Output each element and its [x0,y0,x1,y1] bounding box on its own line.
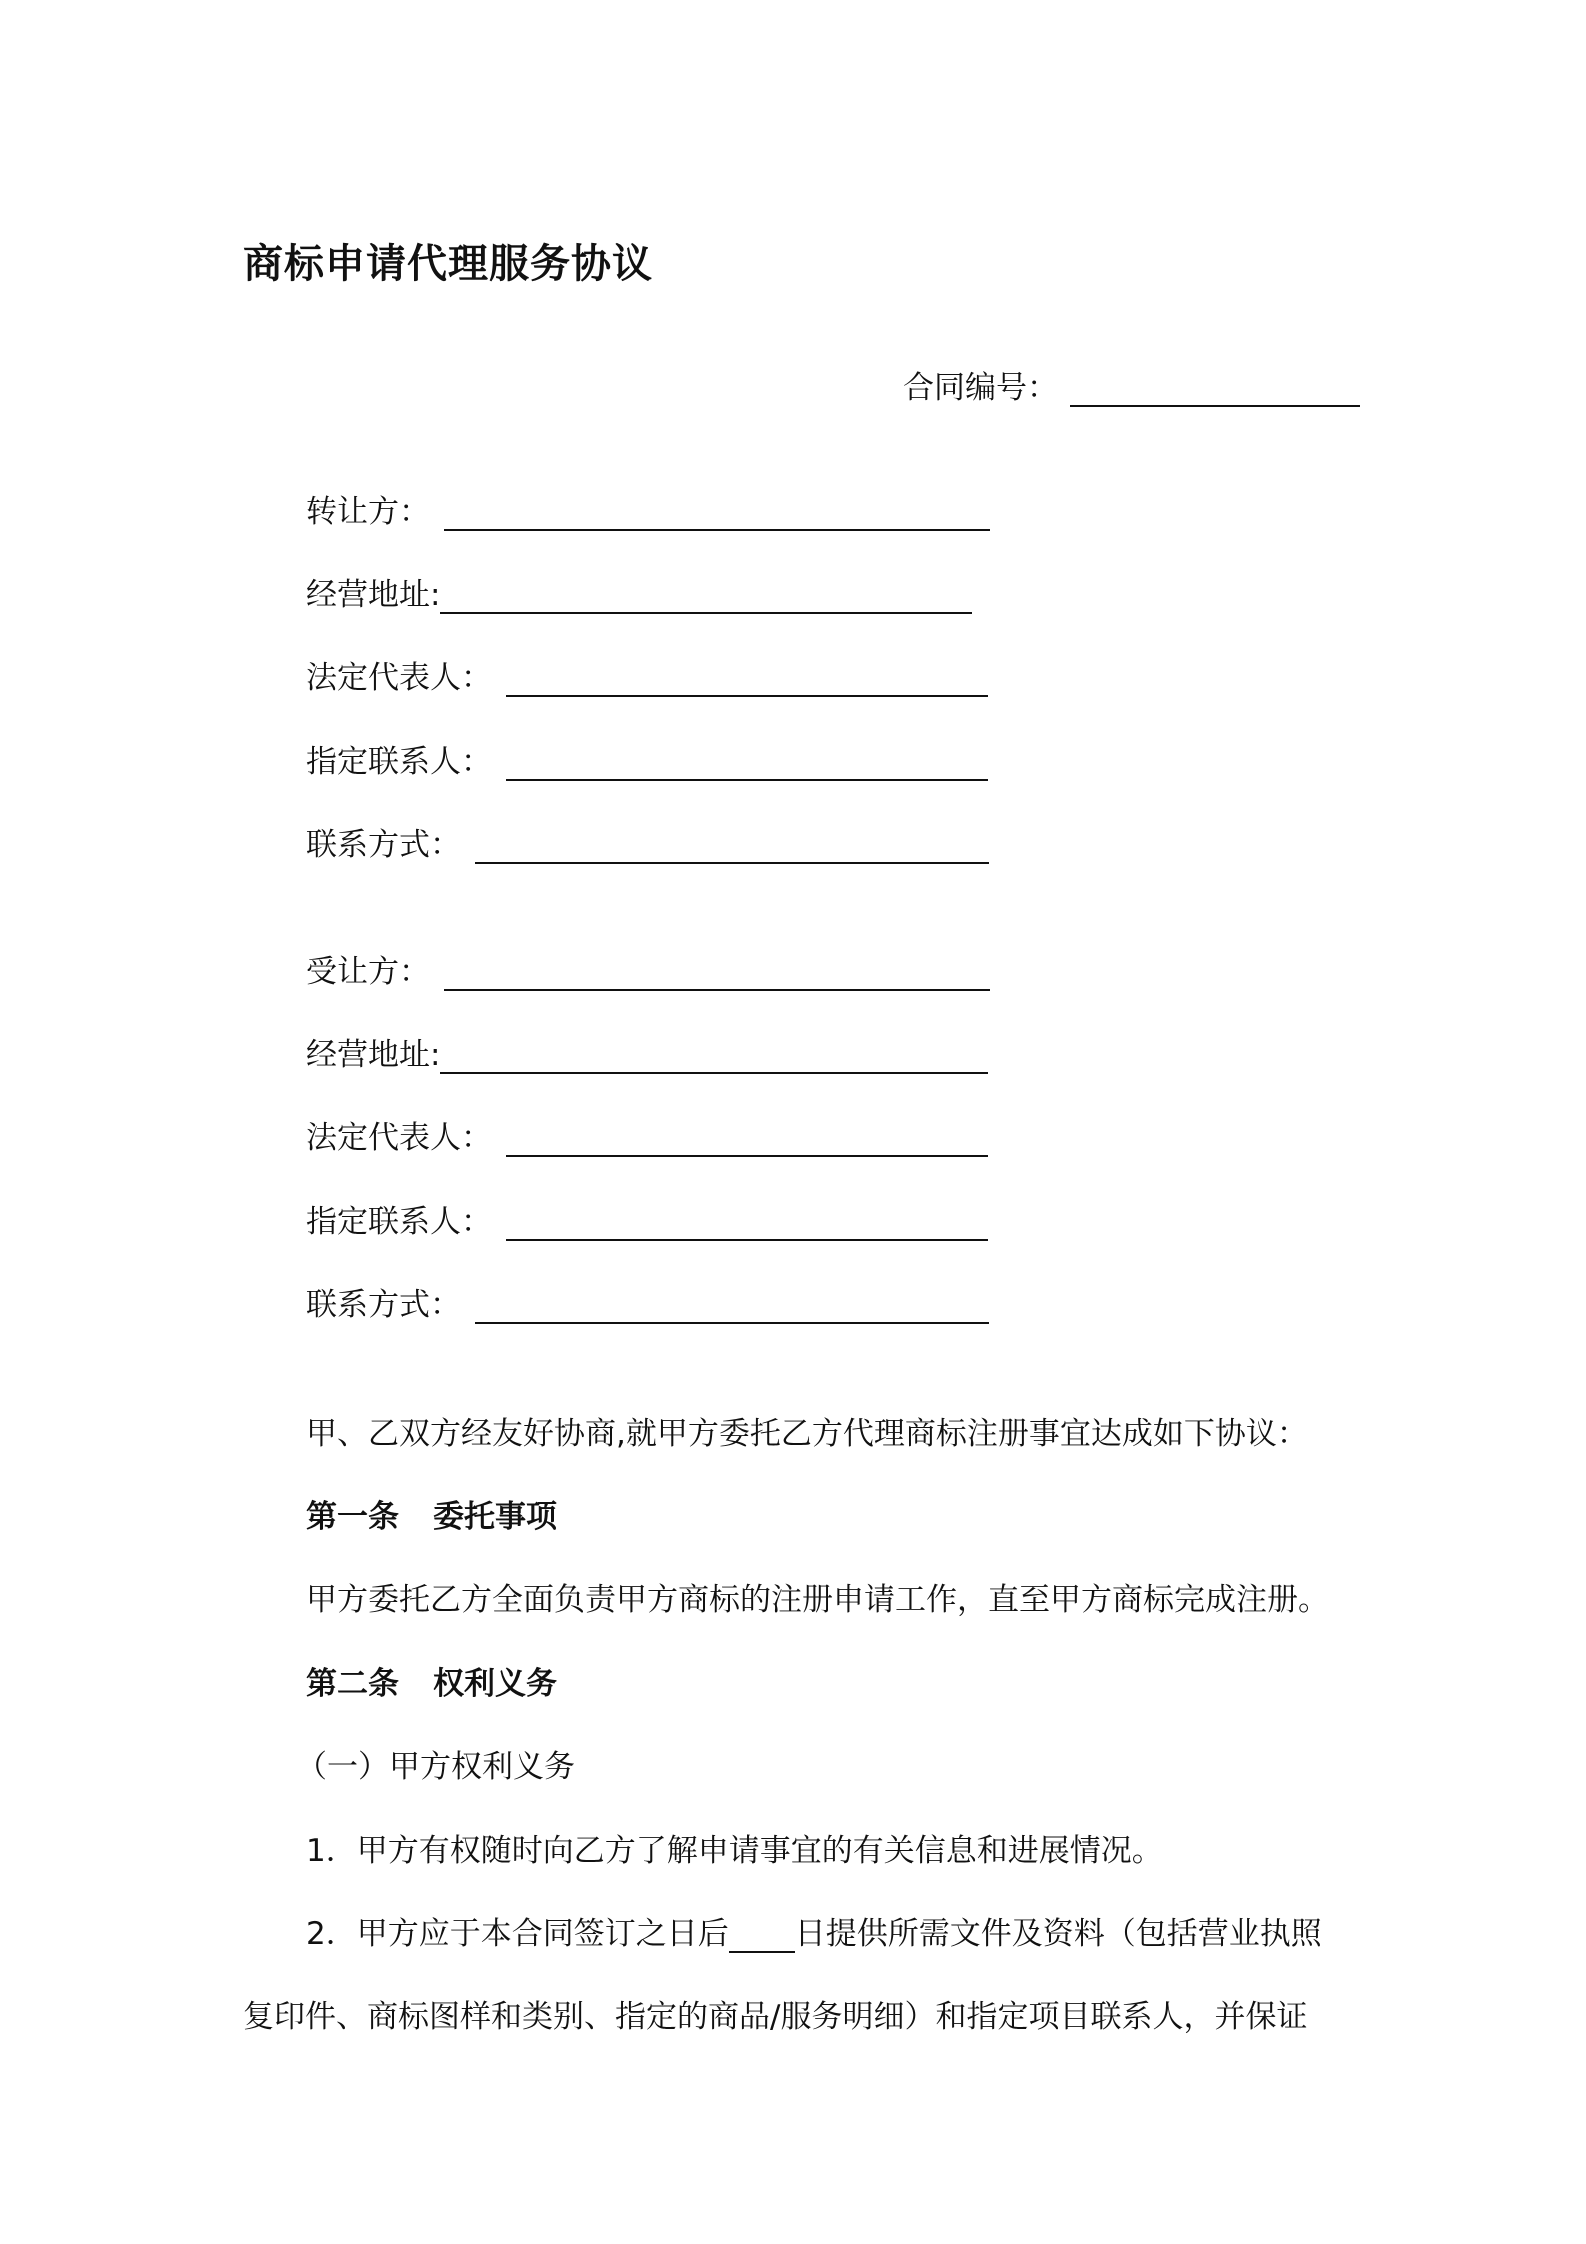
party-a-name-blank[interactable] [444,489,990,531]
party-a-address-field [306,569,972,614]
document-title: 商标申请代理服务协议 [243,241,653,287]
party-b-contact-person-field [306,1196,988,1241]
article-2-number: 第二条 [306,1666,399,1702]
contract-number-blank[interactable] [1070,365,1360,407]
party-b-legal-rep-field [306,1112,988,1157]
party-b-name-blank[interactable] [444,949,990,991]
article-1-number: 第一条 [306,1499,399,1535]
party-a-contact-person-field [306,736,988,781]
party-b-legal-rep-blank[interactable] [506,1115,988,1157]
party-a-contact-info-label: 联系方式： [306,827,461,863]
item-2-days-blank[interactable] [729,1919,795,1953]
party-a-contact-person-label: 指定联系人： [306,744,492,780]
party-a-address-blank[interactable] [440,572,972,614]
party-b-address-blank[interactable] [440,1032,988,1074]
party-b-legal-rep-label: 法定代表人： [306,1120,492,1156]
party-a-contact-info-blank[interactable] [475,822,989,864]
article-1-title: 委托事项 [433,1499,557,1535]
party-a-legal-rep-blank[interactable] [506,655,988,697]
party-b-name-label: 受让方： [306,954,430,990]
section-1-heading: （一）甲方权利义务 [296,1749,575,1785]
article-1-heading [306,1491,557,1536]
party-b-contact-info-blank[interactable] [475,1282,989,1324]
party-a-contact-info-field [306,819,989,864]
article-2-title: 权利义务 [433,1666,557,1702]
item-2-line-2: 复印件、商标图样和类别、指定的商品/服务明细）和指定项目联系人，并保证 [243,1999,1308,2035]
contract-number-label: 合同编号： [903,370,1058,406]
party-b-contact-person-label: 指定联系人： [306,1204,492,1240]
party-a-address-label: 经营地址: [306,577,441,613]
item-2-line-1 [306,1908,1322,1953]
party-a-legal-rep-label: 法定代表人： [306,660,492,696]
party-a-legal-rep-field [306,652,988,697]
item-2-part-1: 2．甲方应于本合同签订之日后 [306,1916,729,1952]
intro-paragraph: 甲、乙双方经友好协商,就甲方委托乙方代理商标注册事宜达成如下协议： [306,1416,1308,1452]
party-b-address-label: 经营地址: [306,1037,441,1073]
item-1: 1．甲方有权随时向乙方了解申请事宜的有关信息和进展情况。 [306,1833,1163,1869]
item-2-part-2: 日提供所需文件及资料（包括营业执照 [794,1916,1322,1952]
party-b-contact-info-label: 联系方式： [306,1287,461,1323]
party-a-name-label: 转让方： [306,494,430,530]
article-2-heading [306,1658,557,1703]
party-a-contact-person-blank[interactable] [506,739,988,781]
contract-number-field [903,362,1360,407]
party-b-contact-person-blank[interactable] [506,1199,988,1241]
party-b-address-field [306,1029,988,1074]
party-a-name-field [306,486,990,531]
party-b-name-field [306,946,990,991]
party-b-contact-info-field [306,1279,989,1324]
article-1-body: 甲方委托乙方全面负责甲方商标的注册申请工作，直至甲方商标完成注册。 [306,1582,1329,1618]
